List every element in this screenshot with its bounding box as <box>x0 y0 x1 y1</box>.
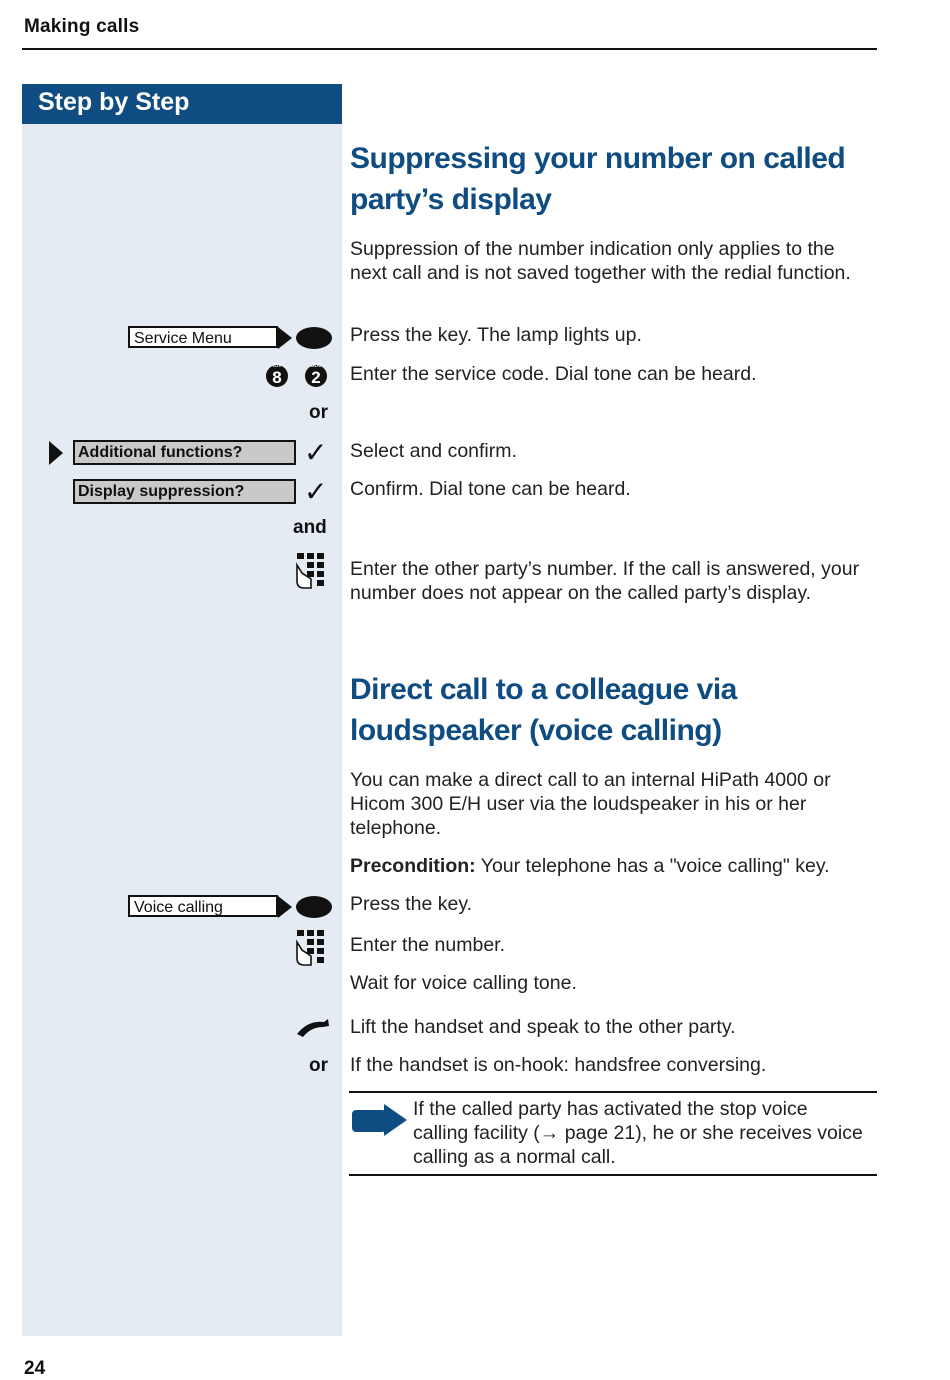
code-key-8-digit: 8 <box>272 368 282 387</box>
section2-step4: Lift the handset and speak to the other party. <box>350 1016 736 1038</box>
section2-title-line1: Direct call to a colleague via <box>350 673 737 706</box>
precondition <box>350 854 875 878</box>
section1-step2: Enter the service code. Dial tone can be heard. <box>350 363 757 385</box>
section2-step5: If the handset is on-hook: handsfree conversing. <box>350 1054 767 1076</box>
running-header: Making calls <box>24 16 140 37</box>
section1-title-line2: party’s display <box>350 183 552 216</box>
note-arrow-icon <box>351 1103 409 1137</box>
section1-step5: Enter the other party’s number. If the call is answered, your number does not appear on the called party’s display. <box>350 558 860 604</box>
header-rule <box>22 48 877 50</box>
checkmark-icon[interactable]: ✓ <box>304 476 328 507</box>
connector-and: and <box>293 517 327 538</box>
connector-or-2: or <box>309 1055 328 1076</box>
code-key-2-letters: abc <box>310 362 322 369</box>
code-key-8-letters: tuv <box>272 362 282 369</box>
section1-step1: Press the key. The lamp lights up. <box>350 324 642 346</box>
section2-intro: You can make a direct call to an internal HiPath 4000 or Hicom 300 E/H user via the loudspeaker in his or her telephone. <box>350 769 831 839</box>
note-text: If the called party has activated the stop voice calling facility (→ page 21), he or she receives voice calling as a normal call. <box>413 1098 863 1168</box>
section1-step3: Select and confirm. <box>350 440 517 462</box>
section2-step2: Enter the number. <box>350 934 506 956</box>
voice-calling-key[interactable]: Voice calling <box>128 895 278 917</box>
connector-or-1: or <box>309 402 328 423</box>
note-rule-top <box>349 1091 877 1093</box>
section1-step4: Confirm. Dial tone can be heard. <box>350 478 631 500</box>
section2-step3: Wait for voice calling tone. <box>350 972 577 994</box>
section1-title <box>350 138 845 220</box>
lamp-key-icon <box>276 323 334 353</box>
section2-title-line2: loudspeaker (voice calling) <box>350 714 722 747</box>
menu-pointer-icon <box>47 440 65 466</box>
step-by-step-label: Step by Step <box>38 88 190 116</box>
code-key-2-digit: 2 <box>311 368 321 387</box>
code-key-2[interactable] <box>305 362 327 387</box>
handset-icon[interactable] <box>294 1014 332 1040</box>
keypad-icon[interactable] <box>293 928 331 968</box>
section2-step1: Press the key. <box>350 893 473 915</box>
precondition-label: Precondition: <box>350 855 476 877</box>
service-menu-key[interactable]: Service Menu <box>128 326 278 348</box>
lamp-key-icon <box>276 892 334 922</box>
checkmark-icon[interactable]: ✓ <box>304 437 328 468</box>
precondition-text: Your telephone has a "voice calling" key. <box>475 855 830 877</box>
note-rule-bottom <box>349 1174 877 1176</box>
section2-title <box>350 669 737 751</box>
section1-intro: Suppression of the number indication only applies to the next call and is not saved together with the redial function. <box>350 238 851 284</box>
menu-display-suppression[interactable]: Display suppression? <box>73 479 296 504</box>
page-number: 24 <box>24 1358 46 1379</box>
step-by-step-column <box>22 84 342 1336</box>
keypad-icon[interactable] <box>293 551 331 591</box>
section1-title-line1: Suppressing your number on called <box>350 142 846 175</box>
code-key-8[interactable] <box>266 362 288 387</box>
menu-additional-functions[interactable]: Additional functions? <box>73 440 296 465</box>
